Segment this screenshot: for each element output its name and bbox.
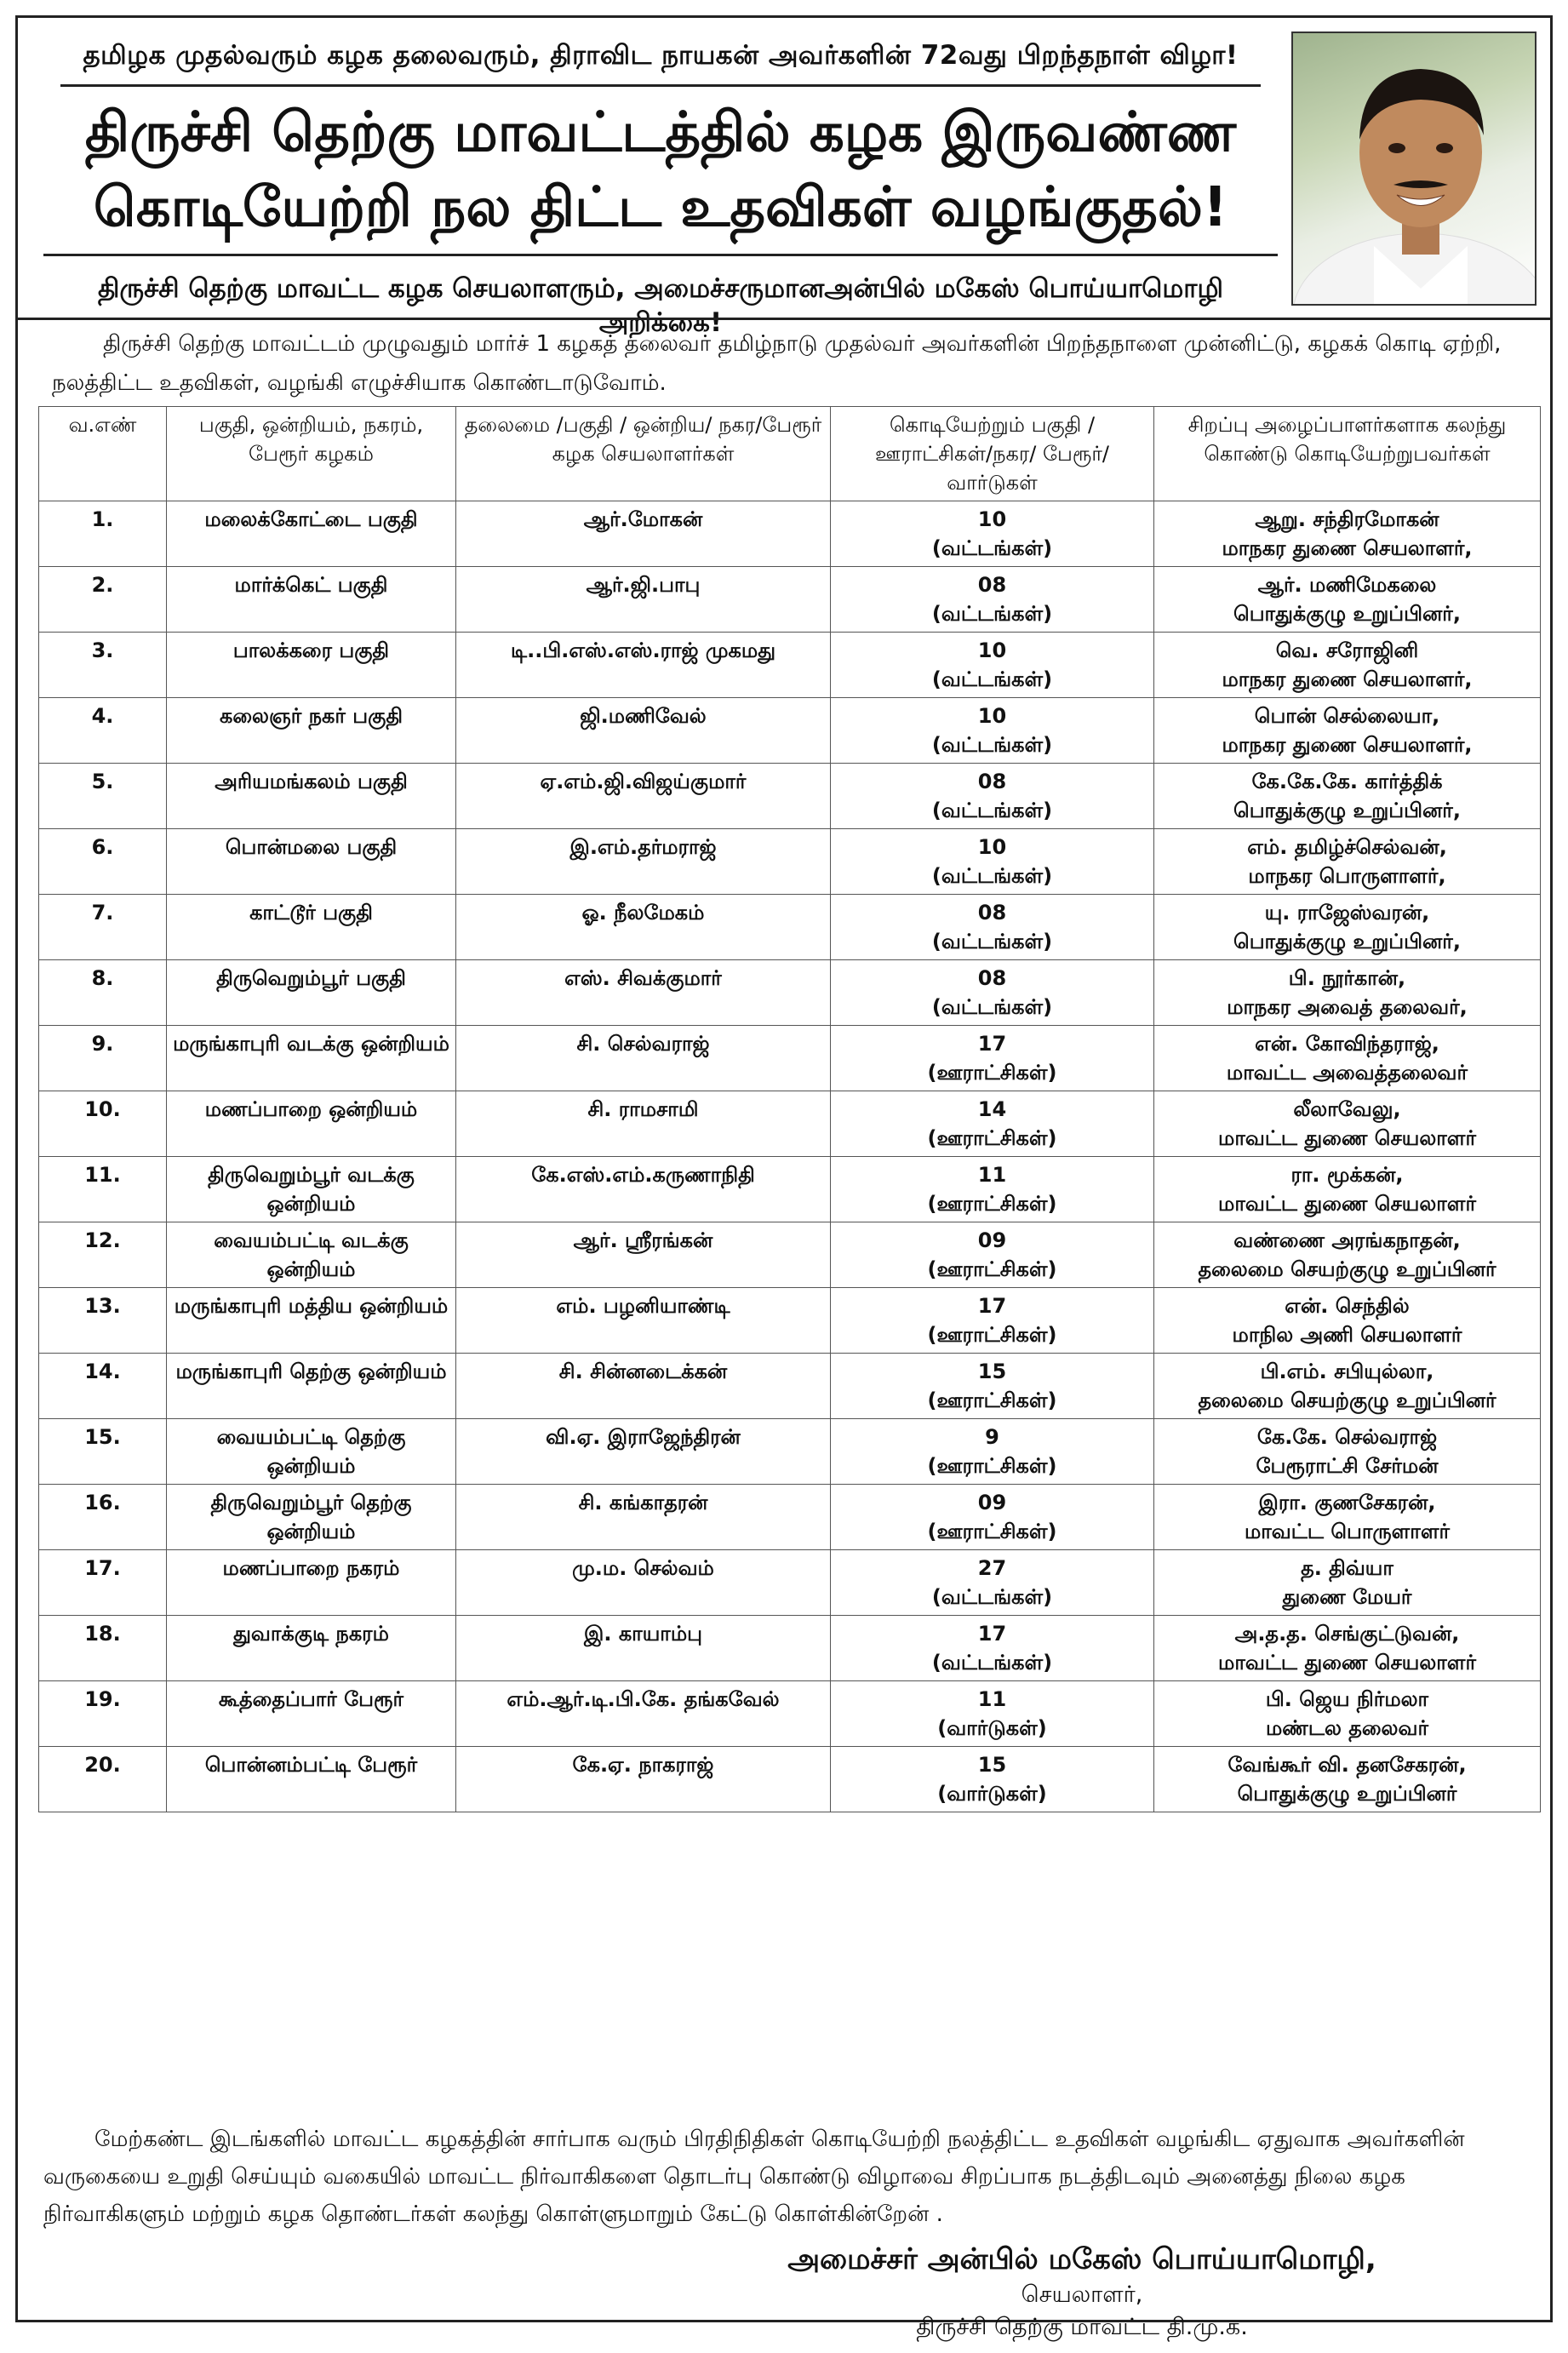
guest-role: மாநகர பொருளாளர்,: [1248, 864, 1446, 888]
row-secretary: சி. கங்காதரன்: [456, 1485, 831, 1550]
row-area: பொன்மலை பகுதி: [167, 829, 456, 895]
row-guest: [1154, 1026, 1541, 1091]
row-count: 10: [977, 704, 1007, 728]
table-row: [39, 567, 1541, 633]
row-guest: [1154, 1354, 1541, 1419]
signatory-role: செயலாளர்,: [1021, 2281, 1143, 2308]
program-table: [38, 406, 1541, 1812]
row-flag-points: [831, 1485, 1154, 1550]
row-guest: [1154, 960, 1541, 1026]
row-secretary: கே.எஸ்.எம்.கருணாநிதி: [456, 1157, 831, 1222]
row-guest: [1154, 1288, 1541, 1354]
row-number: 16.: [39, 1485, 167, 1550]
row-number: 9.: [39, 1026, 167, 1091]
header-title-line2: கொடியேற்றி நல திட்ட உதவிகள் வழங்குதல்!: [93, 176, 1228, 239]
row-number: 7.: [39, 895, 167, 960]
table-row: [39, 1288, 1541, 1354]
row-flag-points: [831, 698, 1154, 764]
guest-name: பி. நூர்கான்,: [1288, 966, 1406, 990]
row-number: 3.: [39, 633, 167, 698]
signatory-organization: திருச்சி தெற்கு மாவட்ட தி.மு.க.: [916, 2314, 1248, 2340]
row-flag-points: [831, 501, 1154, 567]
row-flag-points: [831, 1747, 1154, 1812]
row-number: 18.: [39, 1616, 167, 1681]
row-area: மருங்காபுரி தெற்கு ஒன்றியம்: [167, 1354, 456, 1419]
row-secretary: வி.ஏ. இராஜேந்திரன்: [456, 1419, 831, 1485]
table-row: [39, 1157, 1541, 1222]
row-guest: [1154, 895, 1541, 960]
guest-name: பொன் செல்லையா,: [1254, 704, 1440, 728]
guest-role: பேரூராட்சி சேர்மன்: [1256, 1454, 1439, 1478]
row-area: காட்டூர் பகுதி: [167, 895, 456, 960]
guest-role: மாவட்ட துணை செயலாளர்: [1218, 1126, 1476, 1150]
table-row: [39, 1026, 1541, 1091]
table-header-row: [39, 407, 1541, 501]
guest-name: ரா. மூக்கன்,: [1290, 1163, 1404, 1187]
row-count: 9: [985, 1425, 999, 1449]
row-unit: (வட்டங்கள்): [931, 1651, 1053, 1675]
guest-role: பொதுக்குழு உறுப்பினர்,: [1233, 930, 1461, 953]
guest-name: த. திவ்யா: [1301, 1556, 1393, 1580]
row-unit: (ஊராட்சிகள்): [927, 1061, 1057, 1085]
row-count: 08: [977, 770, 1007, 793]
header-serial-number: வ.எண்: [39, 407, 167, 501]
guest-name: யு. ராஜேஸ்வரன்,: [1264, 901, 1430, 925]
row-area: மணப்பாறை ஒன்றியம்: [167, 1091, 456, 1157]
row-unit: (வட்டங்கள்): [931, 799, 1053, 822]
row-number: 8.: [39, 960, 167, 1026]
guest-name: லீலாவேலு,: [1293, 1097, 1401, 1121]
row-count: 27: [977, 1556, 1007, 1580]
row-flag-points: [831, 1681, 1154, 1747]
row-number: 14.: [39, 1354, 167, 1419]
header-top-line: தமிழக முதல்வரும் கழக தலைவரும், திராவிட நாயகன் அவர்களின் 72வது பிறந்தநாள் விழா!: [60, 33, 1261, 87]
guest-role: பொதுக்குழு உறுப்பினர்,: [1233, 602, 1461, 626]
guest-role: தலைமை செயற்குழு உறுப்பினர்: [1198, 1257, 1496, 1281]
table-row: [39, 1354, 1541, 1419]
row-area: பாலக்கரை பகுதி: [167, 633, 456, 698]
row-count: 17: [977, 1032, 1007, 1056]
row-secretary: மு.ம. செல்வம்: [456, 1550, 831, 1616]
row-flag-points: [831, 960, 1154, 1026]
row-count: 08: [977, 901, 1007, 925]
table-body: [39, 501, 1541, 1812]
row-guest: [1154, 1222, 1541, 1288]
row-guest: [1154, 698, 1541, 764]
row-count: 15: [977, 1360, 1007, 1383]
row-flag-points: [831, 1419, 1154, 1485]
row-number: 11.: [39, 1157, 167, 1222]
row-area: கூத்தைப்பார் பேரூர்: [167, 1681, 456, 1747]
row-count: 09: [977, 1228, 1007, 1252]
row-number: 17.: [39, 1550, 167, 1616]
row-guest: [1154, 1485, 1541, 1550]
header-secretaries: தலைமை /பகுதி / ஒன்றிய/ நகர/பேரூர் கழக செயலாளர்கள்: [456, 407, 831, 501]
row-unit: (வட்டங்கள்): [931, 602, 1053, 626]
guest-name: ஆர். மணிமேகலை: [1257, 573, 1437, 597]
guest-role: மாநகர அவைத் தலைவர்,: [1227, 995, 1468, 1019]
row-count: 08: [977, 966, 1007, 990]
row-count: 11: [977, 1687, 1007, 1711]
row-count: 10: [977, 638, 1007, 662]
row-guest: [1154, 829, 1541, 895]
row-guest: [1154, 1681, 1541, 1747]
row-number: 4.: [39, 698, 167, 764]
row-count: 17: [977, 1622, 1007, 1646]
row-secretary: ஏ.எம்.ஜி.விஜய்குமார்: [456, 764, 831, 829]
poster-header: [18, 18, 1550, 338]
row-secretary: ஆர்.ஜி.பாபு: [456, 567, 831, 633]
row-area: பொன்னம்பட்டி பேரூர்: [167, 1747, 456, 1812]
row-area: கலைஞர் நகர் பகுதி: [167, 698, 456, 764]
row-area: வையம்பட்டி தெற்கு ஒன்றியம்: [167, 1419, 456, 1485]
row-flag-points: [831, 1616, 1154, 1681]
row-secretary: எம்.ஆர்.டி.பி.கே. தங்கவேல்: [456, 1681, 831, 1747]
guest-role: மாவட்ட அவைத்தலைவர்: [1226, 1061, 1468, 1085]
row-secretary: சி. ராமசாமி: [456, 1091, 831, 1157]
row-area: மருங்காபுரி வடக்கு ஒன்றியம்: [167, 1026, 456, 1091]
closing-paragraph: மேற்கண்ட இடங்களில் மாவட்ட கழகத்தின் சார்பாக வரும் பிரதிநிதிகள் கொடியேற்றி நலத்திட்ட உதவிகள் வழங்கிட ஏதுவாக அவர்களின் வருகையை உறுதி செய்யும் வகையில் மாவட்ட நிர்வாகிகளை தொடர்பு கொண்டு விழாவை சிறப்பாக நடத்திடவும் அனைத்து நிலை கழக நிர்வாகிகளும் மற்றும் கழக தொண்டர்கள் கலந்து கொள்ளுமாறும் கேட்டு கொள்கின்றேன் .: [43, 2127, 1465, 2227]
row-guest: [1154, 1616, 1541, 1681]
row-guest: [1154, 501, 1541, 567]
guest-name: இரா. குணசேகரன்,: [1258, 1491, 1436, 1514]
guest-role: மண்டல தலைவர்: [1265, 1716, 1428, 1740]
guest-name: எம். தமிழ்ச்செல்வன்,: [1247, 835, 1447, 859]
row-number: 13.: [39, 1288, 167, 1354]
row-secretary: ஓ. நீலமேகம்: [456, 895, 831, 960]
row-area: அரியமங்கலம் பகுதி: [167, 764, 456, 829]
table-row: [39, 1222, 1541, 1288]
row-count: 15: [977, 1753, 1007, 1777]
guest-role: பொதுக்குழு உறுப்பினர்,: [1233, 799, 1461, 822]
table-row: [39, 633, 1541, 698]
guest-name: ஆறு. சந்திரமோகன்: [1255, 507, 1439, 531]
table-row: [39, 1091, 1541, 1157]
row-area: திருவெறும்பூர் தெற்கு ஒன்றியம்: [167, 1485, 456, 1550]
row-flag-points: [831, 633, 1154, 698]
row-guest: [1154, 1419, 1541, 1485]
table-row: [39, 1681, 1541, 1747]
guest-name: கே.கே. செல்வராஜ்: [1256, 1425, 1438, 1449]
guest-name: என். கோவிந்தராஜ்,: [1255, 1032, 1439, 1056]
row-number: 1.: [39, 501, 167, 567]
row-guest: [1154, 1091, 1541, 1157]
table-row: [39, 1485, 1541, 1550]
row-count: 17: [977, 1294, 1007, 1318]
table-row: [39, 895, 1541, 960]
row-secretary: சி. செல்வராஜ்: [456, 1026, 831, 1091]
row-flag-points: [831, 1222, 1154, 1288]
table-row: [39, 1747, 1541, 1812]
table-row: [39, 829, 1541, 895]
row-flag-points: [831, 1157, 1154, 1222]
row-secretary: ஆர்.மோகன்: [456, 501, 831, 567]
row-secretary: இ. காயாம்பு: [456, 1616, 831, 1681]
table-row: [39, 501, 1541, 567]
row-secretary: கே.ஏ. நாகராஜ்: [456, 1747, 831, 1812]
row-flag-points: [831, 1091, 1154, 1157]
header-flag-points: கொடியேற்றும் பகுதி / ஊராட்சிகள்/நகர/ பேரூர்/ வார்டுகள்: [831, 407, 1154, 501]
guest-name: பி. ஜெய நிர்மலா: [1265, 1687, 1429, 1711]
guest-role: மாநில அணி செயலாளர்: [1232, 1323, 1462, 1347]
row-unit: (ஊராட்சிகள்): [927, 1323, 1057, 1347]
header-divider: [18, 318, 1550, 320]
row-number: 19.: [39, 1681, 167, 1747]
guest-role: மாநகர துணை செயலாளர்,: [1222, 536, 1473, 560]
row-unit: (வட்டங்கள்): [931, 733, 1053, 757]
row-area: வையம்பட்டி வடக்கு ஒன்றியம்: [167, 1222, 456, 1288]
row-unit: (ஊராட்சிகள்): [927, 1126, 1057, 1150]
row-unit: (வட்டங்கள்): [931, 995, 1053, 1019]
table-row: [39, 960, 1541, 1026]
row-flag-points: [831, 1026, 1154, 1091]
row-count: 11: [977, 1163, 1007, 1187]
guest-role: மாவட்ட பொருளாளர்: [1244, 1520, 1451, 1543]
guest-name: கே.கே.கே. கார்த்திக்: [1251, 770, 1443, 793]
row-area: திருவெறும்பூர் வடக்கு ஒன்றியம்: [167, 1157, 456, 1222]
row-number: 2.: [39, 567, 167, 633]
row-unit: (ஊராட்சிகள்): [927, 1520, 1057, 1543]
guest-name: அ.த.த. செங்குட்டுவன்,: [1234, 1622, 1460, 1646]
row-flag-points: [831, 829, 1154, 895]
row-number: 12.: [39, 1222, 167, 1288]
row-flag-points: [831, 895, 1154, 960]
row-guest: [1154, 567, 1541, 633]
row-number: 15.: [39, 1419, 167, 1485]
guest-name: வண்ணை அரங்கநாதன்,: [1233, 1228, 1461, 1252]
row-unit: (வார்டுகள்): [937, 1782, 1047, 1806]
row-area: மார்க்கெட் பகுதி: [167, 567, 456, 633]
table-row: [39, 1616, 1541, 1681]
row-secretary: எம். பழனியாண்டி: [456, 1288, 831, 1354]
row-number: 6.: [39, 829, 167, 895]
row-count: 10: [977, 507, 1007, 531]
row-area: மணப்பாறை நகரம்: [167, 1550, 456, 1616]
row-unit: (வட்டங்கள்): [931, 864, 1053, 888]
header-text-block: [35, 33, 1286, 346]
guest-name: பி.எம். சபியுல்லா,: [1260, 1360, 1434, 1383]
row-area: மலைக்கோட்டை பகுதி: [167, 501, 456, 567]
header-sub-line: திருச்சி தெற்கு மாவட்ட கழக செயலாளரும், அமைச்சருமானஅன்பில் மகேஸ் பொய்யாமொழி அறிக்கை!: [97, 273, 1224, 338]
header-title: [43, 87, 1278, 256]
guest-role: மாவட்ட துணை செயலாளர்: [1218, 1651, 1476, 1675]
row-area: துவாக்குடி நகரம்: [167, 1616, 456, 1681]
row-count: 10: [977, 835, 1007, 859]
row-secretary: சி. சின்னடைக்கன்: [456, 1354, 831, 1419]
row-count: 08: [977, 573, 1007, 597]
row-flag-points: [831, 1354, 1154, 1419]
row-flag-points: [831, 567, 1154, 633]
portrait-illustration: [1293, 33, 1535, 304]
row-unit: (வட்டங்கள்): [931, 667, 1053, 691]
header-title-line1: திருச்சி தெற்கு மாவட்டத்தில் கழக இருவண்ண: [84, 101, 1237, 164]
row-guest: [1154, 1747, 1541, 1812]
poster: [15, 15, 1553, 2340]
row-secretary: எஸ். சிவக்குமார்: [456, 960, 831, 1026]
row-unit: (ஊராட்சிகள்): [927, 1192, 1057, 1216]
row-secretary: ஜி.மணிவேல்: [456, 698, 831, 764]
row-count: 14: [977, 1097, 1007, 1121]
row-flag-points: [831, 1550, 1154, 1616]
table-row: [39, 1419, 1541, 1485]
row-secretary: டி..பி.எஸ்.எஸ்.ராஜ் முகமது: [456, 633, 831, 698]
row-guest: [1154, 633, 1541, 698]
row-area: மருங்காபுரி மத்திய ஒன்றியம்: [167, 1288, 456, 1354]
row-flag-points: [831, 1288, 1154, 1354]
guest-name: என். செந்தில்: [1285, 1294, 1410, 1318]
row-guest: [1154, 1157, 1541, 1222]
table-row: [39, 764, 1541, 829]
signature-block: [699, 2240, 1465, 2344]
row-unit: (வார்டுகள்): [937, 1716, 1047, 1740]
guest-name: வேங்கூர் வி. தனசேகரன்,: [1228, 1753, 1467, 1777]
signatory-name: அமைச்சர் அன்பில் மகேஸ் பொய்யாமொழி,: [787, 2242, 1376, 2276]
guest-role: பொதுக்குழு உறுப்பினர்: [1237, 1782, 1457, 1806]
row-number: 10.: [39, 1091, 167, 1157]
row-unit: (ஊராட்சிகள்): [927, 1388, 1057, 1412]
guest-role: துணை மேயர்: [1282, 1585, 1412, 1609]
portrait-photo: [1291, 31, 1537, 306]
row-area: திருவெறும்பூர் பகுதி: [167, 960, 456, 1026]
guest-role: மாவட்ட துணை செயலாளர்: [1218, 1192, 1476, 1216]
row-flag-points: [831, 764, 1154, 829]
row-unit: (வட்டங்கள்): [931, 536, 1053, 560]
row-secretary: ஆர். ஸ்ரீரங்கன்: [456, 1222, 831, 1288]
header-special-guests: சிறப்பு அழைப்பாளர்களாக கலந்து கொண்டு கொடியேற்றுபவர்கள்: [1154, 407, 1541, 501]
table-row: [39, 698, 1541, 764]
row-unit: (வட்டங்கள்): [931, 1585, 1053, 1609]
row-secretary: இ.எம்.தர்மராஜ்: [456, 829, 831, 895]
guest-role: மாநகர துணை செயலாளர்,: [1222, 667, 1473, 691]
guest-role: மாநகர துணை செயலாளர்,: [1222, 733, 1473, 757]
row-number: 20.: [39, 1747, 167, 1812]
row-unit: (ஊராட்சிகள்): [927, 1454, 1057, 1478]
row-number: 5.: [39, 764, 167, 829]
row-unit: (வட்டங்கள்): [931, 930, 1053, 953]
row-guest: [1154, 1550, 1541, 1616]
intro-paragraph: திருச்சி தெற்கு மாவட்டம் முழுவதும் மார்ச் 1 கழகத் தலைவர் தமிழ்நாடு முதல்வர் அவர்களின் பிறந்தநாளை முன்னிட்டு, கழகக் கொடி ஏற்றி, நலத்திட்ட உதவிகள், வழங்கி எழுச்சியாக கொண்டாடுவோம்.: [52, 331, 1502, 396]
table-row: [39, 1550, 1541, 1616]
guest-role: தலைமை செயற்குழு உறுப்பினர்: [1198, 1388, 1496, 1412]
header-area: பகுதி, ஒன்றியம், நகரம், பேரூர் கழகம்: [167, 407, 456, 501]
guest-name: வெ. சரோஜினி: [1275, 638, 1419, 662]
row-unit: (ஊராட்சிகள்): [927, 1257, 1057, 1281]
row-count: 09: [977, 1491, 1007, 1514]
row-guest: [1154, 764, 1541, 829]
